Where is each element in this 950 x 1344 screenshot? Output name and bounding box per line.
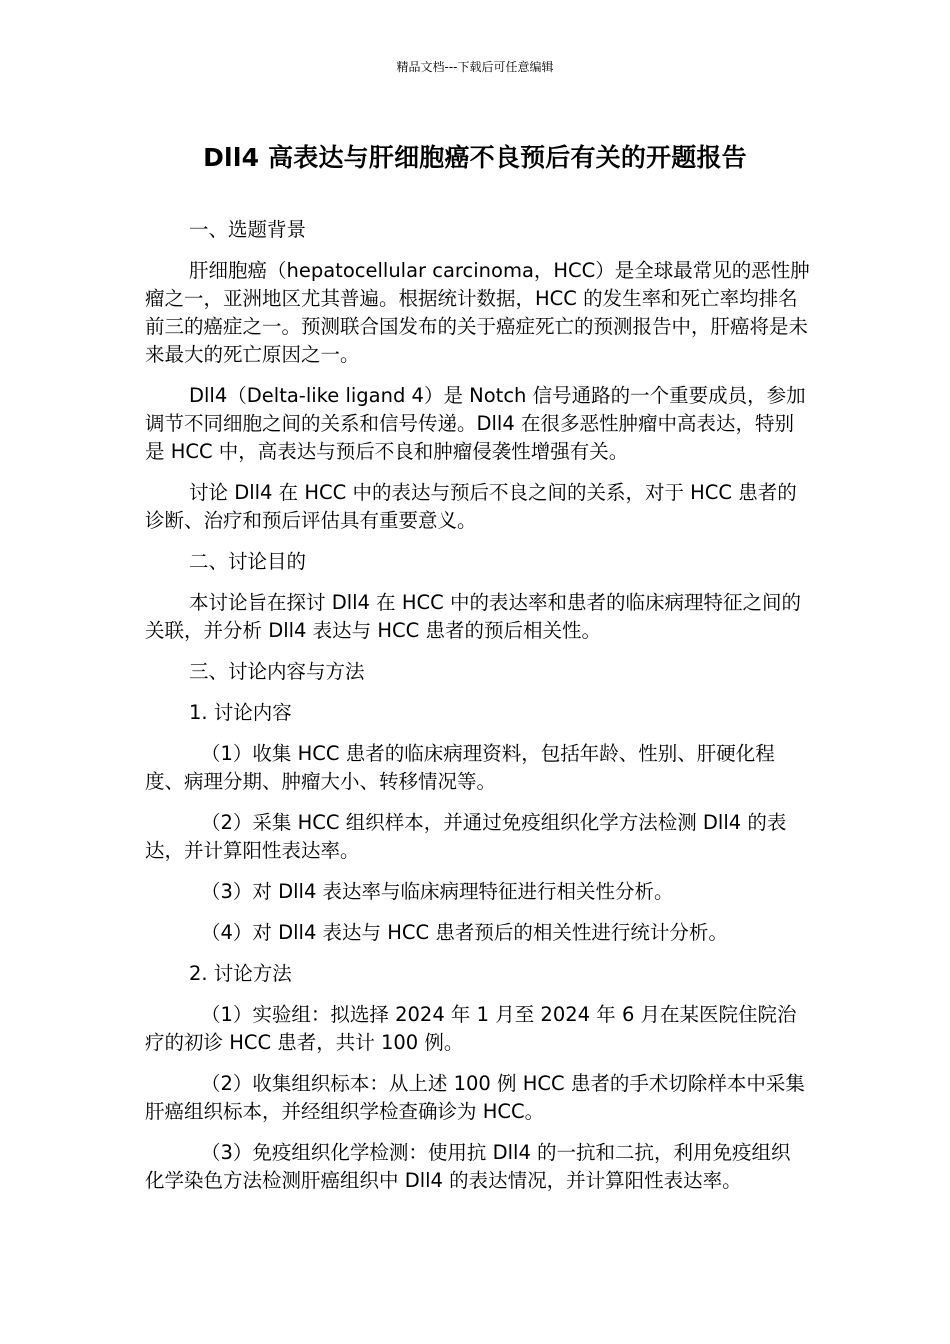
document-title: Dll4 高表达与肝细胞癌不良预后有关的开题报告 — [203, 143, 747, 172]
paragraph-hcc-intro: 肝细胞癌（hepatocellular carcinoma，HCC）是全球最常见的恶性肿瘤之一，亚洲地区尤其普遍。根据统计数据，HCC 的发生率和死亡率均排名前三的癌症之一。预测联合国发布的关于癌症死亡的预测报告中，肝癌将是未来最大的死亡原因之一。 — [145, 259, 810, 366]
method-item-2: （2）收集组织标本：从上述 100 例 HCC 患者的手术切除样本中采集肝癌组织标本，并经组织学检查确诊为 HCC。 — [145, 1072, 805, 1123]
content-item-3: （3）对 Dll4 表达率与临床病理特征进行相关性分析。 — [201, 880, 674, 903]
document-body — [145, 216, 810, 1208]
subheading-methods: 2. 讨论方法 — [189, 962, 292, 985]
method-item-1: （1）实验组：拟选择 2024 年 1 月至 2024 年 6 月在某医院住院治疗的初诊 HCC 患者，共计 100 例。 — [145, 1003, 797, 1054]
section-heading-purpose: 二、讨论目的 — [189, 550, 307, 573]
method-item-3: （3）免疫组织化学检测：使用抗 Dll4 的一抗和二抗，利用免疫组织化学染色方法检测肝癌组织中 Dll4 的表达情况，并计算阳性表达率。 — [145, 1141, 791, 1192]
paragraph-dll4-intro: Dll4（Delta-like ligand 4）是 Notch 信号通路的一个重要成员，参加调节不同细胞之间的关系和信号传递。Dll4 在很多恶性肿瘤中高表达，特别是 HCC 中，高表达与预后不良和肿瘤侵袭性增强有关。 — [145, 384, 806, 463]
section-heading-background: 一、选题背景 — [189, 218, 307, 241]
subheading-content: 1. 讨论内容 — [189, 701, 292, 724]
header-note: 精品文档---下载后可任意编辑 — [396, 60, 554, 74]
content-item-4: （4）对 Dll4 表达与 HCC 患者预后的相关性进行统计分析。 — [201, 921, 728, 944]
section-heading-content-methods: 三、讨论内容与方法 — [189, 660, 365, 683]
content-item-2: （2）采集 HCC 组织样本，并通过免疫组织化学方法检测 Dll4 的表达，并计算阳性表达率。 — [145, 811, 787, 862]
paragraph-purpose: 本讨论旨在探讨 Dll4 在 HCC 中的表达率和患者的临床病理特征之间的关联，并分析 Dll4 表达与 HCC 患者的预后相关性。 — [145, 591, 801, 642]
paragraph-significance: 讨论 Dll4 在 HCC 中的表达与预后不良之间的关系，对于 HCC 患者的诊断、治疗和预后评估具有重要意义。 — [145, 481, 797, 532]
content-item-1: （1）收集 HCC 患者的临床病理资料，包括年龄、性别、肝硬化程度、病理分期、肿瘤大小、转移情况等。 — [145, 742, 775, 793]
